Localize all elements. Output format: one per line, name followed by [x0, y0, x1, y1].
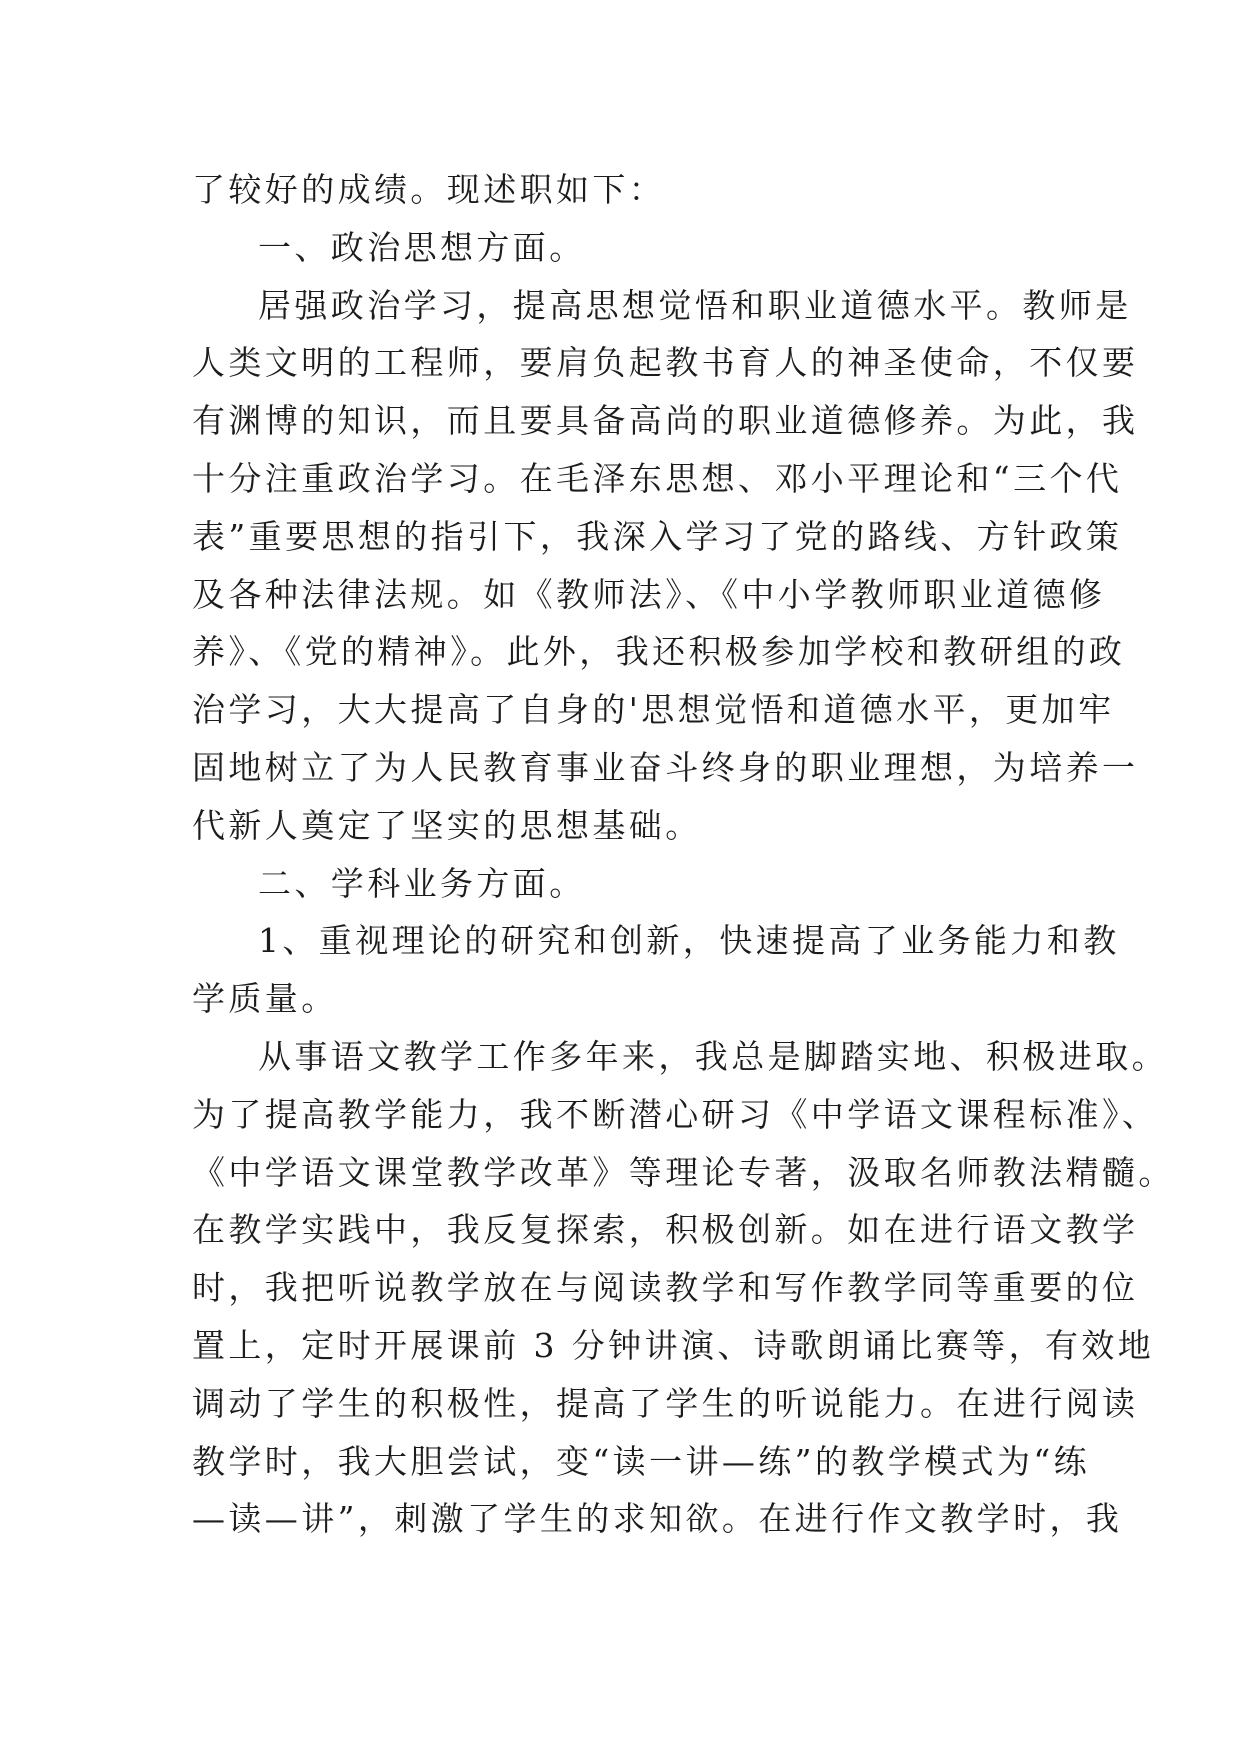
text-line: 固地树立了为人民教育事业奋斗终身的职业理想，为培养一 — [192, 747, 1139, 787]
text-line: 《中学语文课堂教学改革》等理论专著，汲取名师教法精髓。 — [192, 1152, 1175, 1192]
text-line: 人类文明的工程师，要肩负起教书育人的神圣使命，不仅要 — [192, 343, 1139, 383]
text-line: 治学习，大大提高了自身的'思想觉悟和道德水平，更加牢 — [192, 690, 1115, 730]
text-line: 调动了学生的积极性，提高了学生的听说能力。在进行阅读 — [192, 1383, 1139, 1423]
section-heading-academic: 二、学科业务方面。 — [258, 863, 586, 903]
text-line: 时，我把听说教学放在与阅读教学和写作教学同等重要的位 — [192, 1268, 1139, 1308]
text-line: 表”重要思想的指引下，我深入学习了党的路线、方针政策 — [192, 516, 1123, 556]
text-line: 置上，定时开展课前 3 分钟讲演、诗歌朗诵比赛等，有效地 — [192, 1325, 1155, 1365]
text-line: 有渊博的知识，而且要具备高尚的职业道德修养。为此，我 — [192, 401, 1139, 441]
text-line: 养》、《党的精神》。此外，我还积极参加学校和教研组的政 — [192, 632, 1126, 672]
text-line: —读—讲”，刺激了学生的求知欲。在进行作文教学时，我 — [192, 1499, 1123, 1539]
section-heading-political: 一、政治思想方面。 — [258, 227, 586, 267]
text-line: 居强政治学习，提高思想觉悟和职业道德水平。教师是 — [258, 285, 1132, 325]
text-line: 学质量。 — [192, 979, 338, 1019]
text-line: 教学时，我大胆尝试，变“读一讲—练”的教学模式为“练 — [192, 1441, 1091, 1481]
text-line: 十分注重政治学习。在毛泽东思想、邓小平理论和“三个代 — [192, 458, 1123, 498]
text-line: 及各种法律法规。如《教师法》、《中小学教师职业道德修 — [192, 574, 1106, 614]
subsection-heading: 1、重视理论的研究和创新，快速提高了业务能力和教 — [258, 921, 1120, 961]
document-body — [192, 161, 1175, 1548]
text-line: 为了提高教学能力，我不断潜心研习《中学语文课程标准》、 — [192, 1094, 1159, 1134]
text-line: 了较好的成绩。现述职如下： — [192, 170, 666, 209]
text-line: 在教学实践中，我反复探索，积极创新。如在进行语文教学 — [192, 1210, 1139, 1250]
text-line: 代新人奠定了坚实的思想基础。 — [192, 805, 702, 845]
text-line: 从事语文教学工作多年来，我总是脚踏实地、积极进取。 — [258, 1036, 1168, 1076]
